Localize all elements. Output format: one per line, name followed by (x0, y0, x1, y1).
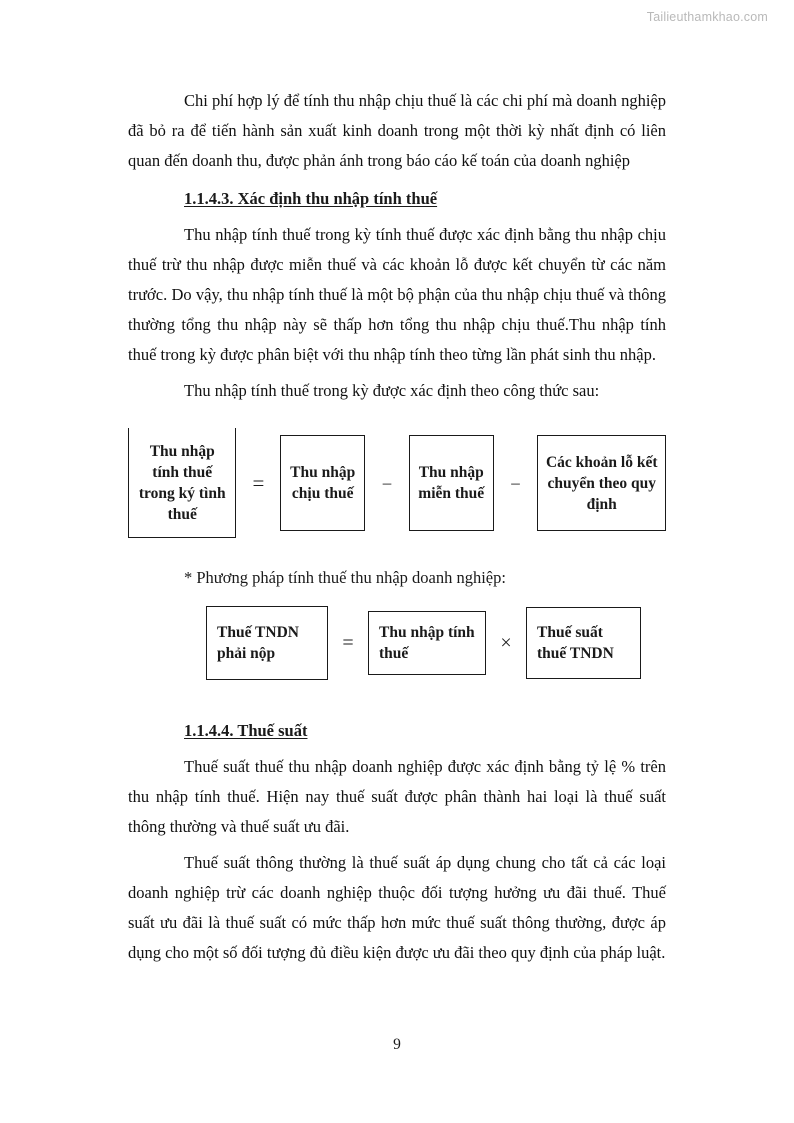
document-body (128, 86, 666, 968)
formula1-operator-minus-1: – (382, 473, 392, 492)
paragraph-1: Chi phí hợp lý để tính thu nhập chịu thuế là các chi phí mà doanh nghiệp đã bỏ ra để tiến hành sản xuất kinh doanh trong một thời kỳ nhất định có liên quan đến doanh thu, được phản ánh trong báo cáo kế toán của doanh nghiệp (128, 91, 666, 170)
formula1-box-assessable-income: Thu nhập chịu thuế (280, 435, 365, 531)
paragraph-3: Thu nhập tính thuế trong kỳ được xác định theo công thức sau: (184, 381, 600, 400)
watermark-text: Tailieuthamkhao.com (646, 10, 768, 24)
formula-taxable-income (128, 428, 666, 538)
formula1-box-exempt-income: Thu nhập miễn thuế (409, 435, 494, 531)
paragraph-2: Thu nhập tính thuế trong kỳ tính thuế được xác định bằng thu nhập chịu thuế trừ thu nhập được miễn thuế và các khoản lỗ được kết chuyển từ các năm trước. Do vậy, thu nhập tính thuế là một bộ phận của thu nhập chịu thuế và thông thường tổng thu nhập này sẽ thấp hơn tổng thu nhập chịu thuế.Thu nhập tính thuế trong kỳ được phân biệt với thu nhập tính theo từng lần phát sinh thu nhập. (128, 225, 666, 364)
formula1-operator-equals: = (252, 470, 265, 495)
formula2-box-tax-rate: Thuế suất thuế TNDN (526, 607, 641, 679)
formula-cit-payable (206, 606, 666, 680)
page-number: 9 (393, 1036, 401, 1053)
section-heading-1-1-4-3: 1.1.4.3. Xác định thu nhập tính thuế (184, 189, 438, 208)
paragraph-5: Thuế suất thuế thu nhập doanh nghiệp được xác định bằng tỷ lệ % trên thu nhập tính thuế. Hiện nay thuế suất được phân thành hai loại là thuế suất thông thường và thuế suất ưu đãi. (128, 757, 666, 836)
formula1-box-carried-losses: Các khoản lỗ kết chuyển theo quy định (537, 435, 666, 531)
formula2-operator-multiply: × (500, 631, 512, 654)
formula1-box-taxable-income: Thu nhập tính thuế trong ký tình thuế (128, 428, 236, 538)
formula2-box-cit-payable: Thuế TNDN phải nộp (206, 606, 328, 680)
section-heading-1-1-4-4: 1.1.4.4. Thuế suất (184, 721, 308, 740)
paragraph-6: Thuế suất thông thường là thuế suất áp dụng chung cho tất cả các loại doanh nghiệp trừ các doanh nghiệp thuộc đối tượng hưởng ưu đãi thuế. Thuế suất ưu đãi là thuế suất có mức thấp hơn mức thuế suất thông thường, được áp dụng cho một số đối tượng đủ điều kiện được ưu đãi theo quy định của pháp luật. (128, 853, 666, 962)
formula2-box-taxable-income: Thu nhập tính thuế (368, 611, 486, 675)
formula2-operator-equals: = (342, 631, 354, 654)
formula1-operator-minus-2: – (511, 473, 520, 492)
paragraph-4: * Phương pháp tính thuế thu nhập doanh nghiệp: (184, 568, 506, 587)
